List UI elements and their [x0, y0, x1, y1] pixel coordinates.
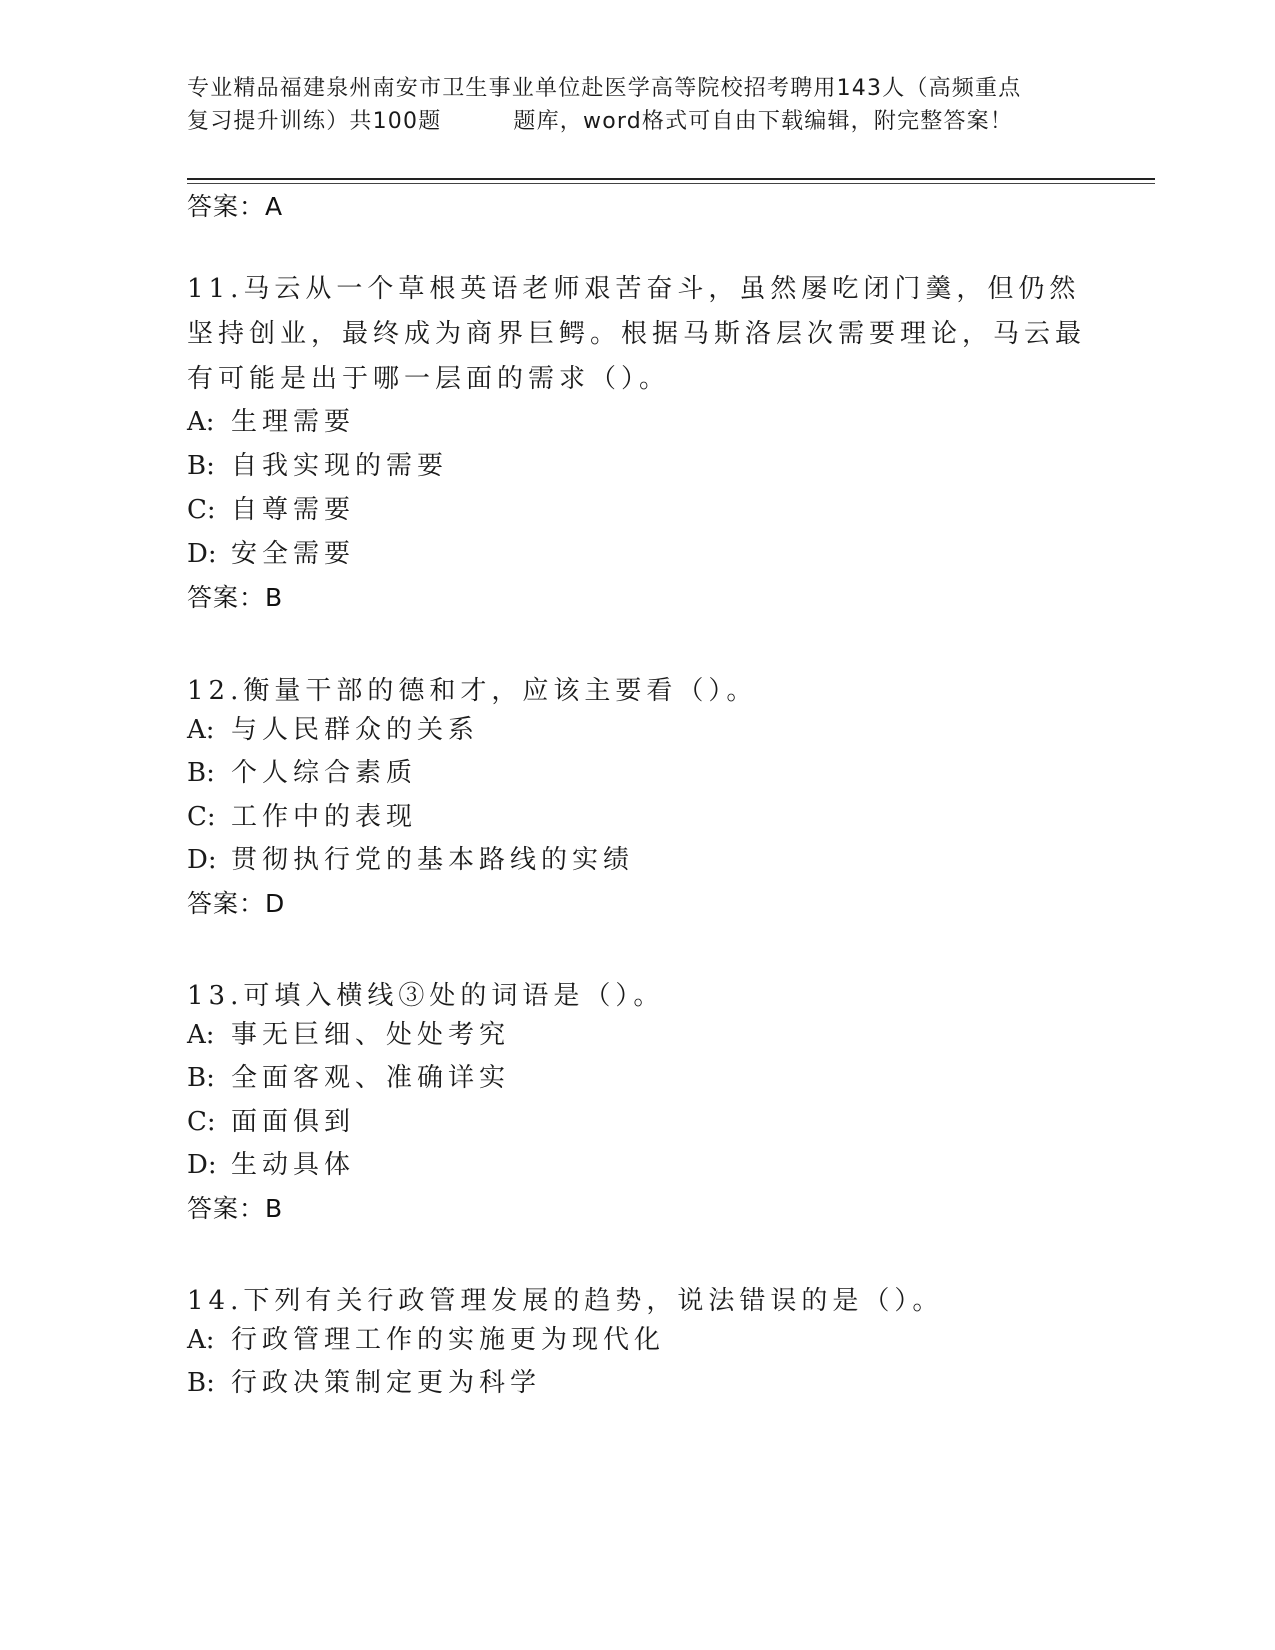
question-13-answer: 答案：B	[187, 1194, 284, 1223]
page-header	[187, 72, 1087, 138]
question-13-text: 13.可填入横线③处的词语是（）。	[187, 981, 665, 1011]
option-text: 面面俱到	[231, 1107, 356, 1137]
option-text: 行政管理工作的实施更为现代化	[231, 1325, 666, 1355]
question-14-text: 14.下列有关行政管理发展的趋势，说法错误的是（）。	[187, 1286, 944, 1316]
question-14-option-b	[187, 1366, 541, 1400]
option-letter: D:	[187, 539, 217, 569]
option-letter: C:	[187, 1107, 216, 1137]
option-text: 安全需要	[231, 539, 356, 569]
question-13-option-a	[187, 1018, 510, 1052]
question-11-answer: 答案：B	[187, 583, 284, 612]
question-12-option-a	[187, 713, 479, 747]
question-11-option-a	[187, 405, 355, 439]
question-14-option-a	[187, 1323, 665, 1357]
option-text: 生理需要	[231, 407, 356, 437]
option-letter: A:	[187, 715, 215, 745]
header-line-2-part-2: 题库，word格式可自由下载编辑，附完整答案！	[513, 109, 1014, 134]
header-line-2-part-1: 复习提升训练）共100题	[187, 109, 442, 134]
header-line-1: 专业精品福建泉州南安市卫生事业单位赴医学高等院校招考聘用143人（高频重点	[187, 76, 1022, 101]
question-11-option-d	[187, 537, 355, 571]
option-letter: C:	[187, 495, 216, 525]
question-12-text: 12.衡量干部的德和才，应该主要看（）。	[187, 676, 758, 706]
question-11-option-b	[187, 449, 448, 483]
header-rule-thick	[187, 178, 1155, 180]
option-text: 自尊需要	[231, 495, 356, 525]
option-text: 事无巨细、处处考究	[231, 1020, 511, 1050]
question-13-option-c	[187, 1105, 355, 1139]
option-letter: D:	[187, 1150, 217, 1180]
question-12-option-b	[187, 756, 417, 790]
option-text: 个人综合素质	[231, 758, 418, 788]
question-12-answer: 答案：D	[187, 889, 286, 918]
header-rule-thin	[187, 183, 1155, 184]
option-text: 与人民群众的关系	[231, 715, 480, 745]
question-11-option-c	[187, 493, 355, 527]
option-text: 生动具体	[231, 1150, 356, 1180]
option-letter: B:	[187, 758, 215, 788]
option-letter: B:	[187, 451, 215, 481]
question-13-option-d	[187, 1148, 355, 1182]
option-letter: C:	[187, 802, 216, 832]
option-text: 自我实现的需要	[231, 451, 449, 481]
header-line-2	[187, 105, 1087, 138]
option-letter: B:	[187, 1063, 215, 1093]
option-letter: A:	[187, 407, 215, 437]
option-text: 贯彻执行党的基本路线的实绩	[231, 845, 635, 875]
option-letter: A:	[187, 1020, 215, 1050]
option-letter: B:	[187, 1368, 215, 1398]
option-letter: D:	[187, 845, 217, 875]
option-letter: A:	[187, 1325, 215, 1355]
previous-answer: 答案：A	[187, 192, 284, 221]
question-11-text: 11.马云从一个草根英语老师艰苦奋斗，虽然屡吃闭门羹，但仍然坚持创业，最终成为商界巨鳄。根据马斯洛层次需要理论，马云最有可能是出于哪一层面的需求（）。	[187, 274, 1087, 394]
option-text: 全面客观、准确详实	[231, 1063, 511, 1093]
question-12-option-d	[187, 843, 634, 877]
question-12-option-c	[187, 800, 417, 834]
option-text: 行政决策制定更为科学	[231, 1368, 542, 1398]
option-text: 工作中的表现	[231, 802, 418, 832]
question-13-option-b	[187, 1061, 510, 1095]
